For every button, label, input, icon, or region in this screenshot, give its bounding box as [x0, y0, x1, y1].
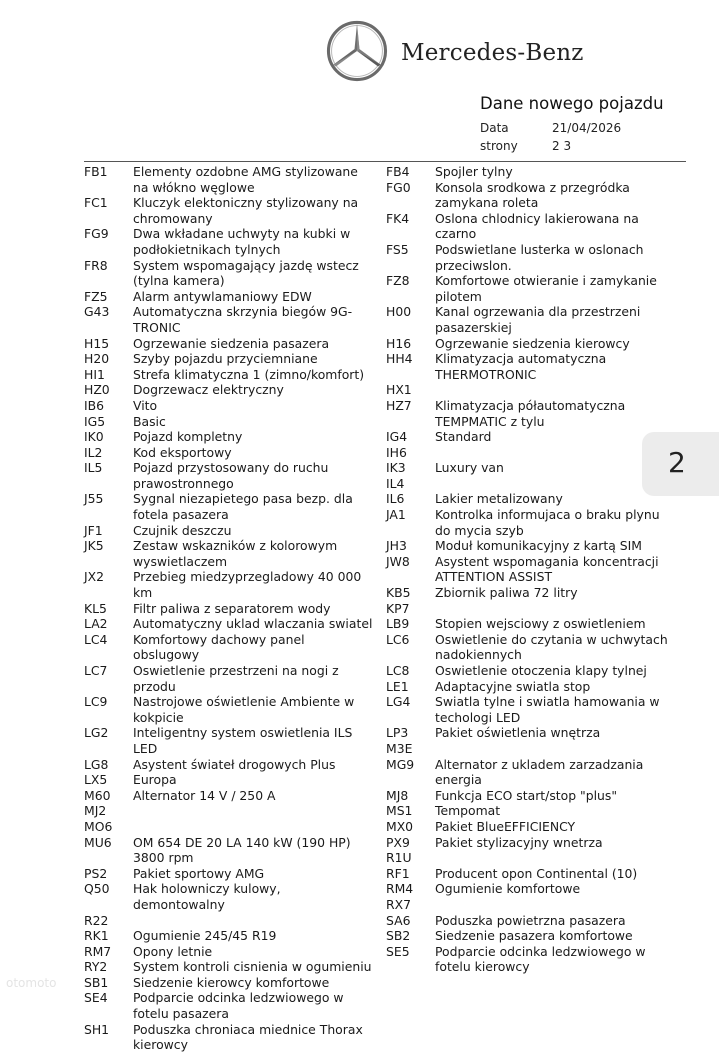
equipment-description: Konsola srodkowa z przegródka zamykana roleta	[435, 179, 630, 211]
equipment-description	[133, 803, 374, 819]
equipment-code: FB1	[84, 164, 108, 179]
equipment-description: Oslona chlodnicy lakierowana na czarno	[435, 210, 639, 242]
equipment-code: FR8	[84, 257, 108, 273]
equipment-description: Europa	[133, 772, 177, 788]
equipment-code: JA1	[386, 507, 406, 523]
equipment-row	[386, 881, 676, 897]
equipment-code: LC9	[84, 694, 108, 710]
equipment-description: Nastrojowe oświetlenie Ambiente w kokpicie	[133, 694, 355, 725]
equipment-code: RK1	[84, 928, 109, 944]
equipment-code: J55	[84, 491, 104, 507]
equipment-row	[386, 538, 676, 554]
equipment-description: Tempomat	[435, 803, 501, 819]
equipment-code: LG8	[84, 756, 109, 772]
equipment-code: FC1	[84, 195, 108, 211]
equipment-row	[386, 803, 676, 819]
equipment-description: Szyby pojazdu przyciemniane	[133, 351, 318, 367]
equipment-row	[386, 850, 676, 866]
equipment-row	[84, 460, 374, 491]
equipment-description: Basic	[133, 413, 166, 429]
equipment-description: Opony letnie	[133, 943, 213, 959]
equipment-code: HX1	[386, 382, 412, 398]
equipment-row	[84, 788, 374, 804]
equipment-row	[386, 725, 676, 741]
equipment-row	[84, 367, 374, 383]
equipment-row	[386, 835, 676, 851]
equipment-code: RY2	[84, 959, 108, 975]
equipment-code: MJ2	[84, 803, 107, 819]
equipment-description: Sygnal niezapietego pasa bezp. dla fotela pasazera	[133, 491, 353, 523]
equipment-code: HZ0	[84, 382, 110, 398]
equipment-code: IG5	[84, 413, 106, 429]
equipment-description: OM 654 DE 20 LA 140 kW (190 HP) 3800 rpm	[133, 834, 351, 866]
date-value: 21/04/2026	[552, 121, 622, 135]
equipment-code: FZ5	[84, 288, 108, 304]
equipment-code: IB6	[84, 397, 105, 413]
pages-label: strony	[480, 139, 518, 153]
equipment-description	[435, 850, 676, 866]
equipment-description: System wspomagający jazdę wstecz (tylna kamera)	[133, 257, 359, 289]
equipment-description: Komfortowe otwieranie i zamykanie pilotem	[435, 273, 657, 304]
equipment-row	[84, 772, 374, 788]
equipment-description	[435, 445, 676, 461]
equipment-description: Producent opon Continental (10)	[435, 865, 638, 881]
equipment-description: Komfortowy dachowy panel obslugowy	[133, 631, 305, 663]
equipment-description: Kanal ogrzewania dla przestrzeni pasazerskiej	[435, 304, 641, 335]
equipment-description: Kontrolka informujaca o braku plynu do mycia szyb	[435, 507, 660, 538]
equipment-row	[84, 226, 374, 257]
equipment-code: LE1	[386, 678, 409, 694]
equipment-row	[386, 507, 676, 538]
equipment-code: MG9	[386, 756, 415, 772]
equipment-code: M60	[84, 787, 111, 803]
equipment-list-right	[386, 164, 676, 975]
equipment-description: Dwa wkładane uchwyty na kubki w podłokietnikach tylnych	[133, 226, 351, 257]
equipment-description: Funkcja ECO start/stop "plus"	[435, 787, 618, 803]
equipment-row	[84, 1022, 374, 1053]
equipment-code: IL5	[84, 460, 103, 476]
equipment-code: HZ7	[386, 397, 412, 413]
equipment-code: HH4	[386, 351, 413, 367]
equipment-description: Asystent wspomagania koncentracji ATTENTION ASSIST	[435, 553, 659, 585]
equipment-code: MX0	[386, 818, 414, 834]
pages-row	[480, 139, 572, 153]
equipment-description: Alarm antywlamaniowy EDW	[133, 288, 312, 304]
equipment-row	[386, 211, 676, 242]
equipment-description: Automatyczny uklad wlaczania swiatel	[133, 616, 373, 632]
equipment-description	[133, 913, 374, 929]
equipment-row	[84, 632, 374, 663]
equipment-row	[84, 195, 374, 226]
equipment-code: IH6	[386, 444, 407, 460]
equipment-description: Zbiornik paliwa 72 litry	[435, 585, 578, 601]
equipment-row	[386, 913, 676, 929]
equipment-row	[84, 601, 374, 617]
equipment-code: LB9	[386, 616, 410, 632]
equipment-code: MO6	[84, 818, 113, 834]
equipment-row	[84, 491, 374, 522]
date-row	[480, 121, 622, 135]
equipment-description: Pakiet sportowy AMG	[133, 865, 265, 881]
equipment-description: Asystent świateł drogowych Plus	[133, 756, 336, 772]
equipment-row	[84, 382, 374, 398]
equipment-row	[386, 679, 676, 695]
equipment-code: LG4	[386, 694, 411, 710]
equipment-code: JX2	[84, 569, 105, 585]
equipment-row	[84, 803, 374, 819]
equipment-row	[386, 897, 676, 913]
equipment-description: Siedzenie pasazera komfortowe	[435, 928, 633, 944]
equipment-code: FZ8	[386, 273, 410, 289]
equipment-code: IK3	[386, 460, 406, 476]
equipment-row	[386, 788, 676, 804]
equipment-description: Moduł komunikacyjny z kartą SIM	[435, 538, 642, 554]
equipment-code: M3E	[386, 740, 413, 756]
equipment-description: Podparcie odcinka ledzwiowego w fotelu pasazera	[133, 990, 344, 1022]
equipment-description: Strefa klimatyczna 1 (zimno/komfort)	[133, 366, 365, 382]
equipment-row	[386, 382, 676, 398]
equipment-row	[84, 944, 374, 960]
equipment-row	[84, 866, 374, 882]
equipment-description: Vito	[133, 397, 158, 413]
equipment-row	[386, 585, 676, 601]
equipment-row	[386, 429, 676, 445]
equipment-row	[84, 351, 374, 367]
equipment-code: FG9	[84, 226, 109, 242]
equipment-row	[386, 554, 676, 585]
header-divider	[84, 161, 686, 162]
equipment-code: H00	[386, 304, 412, 320]
equipment-code: LC4	[84, 631, 108, 647]
equipment-description: Przebieg miedzyprzegladowy 40 000 km	[133, 569, 362, 601]
watermark: otomoto	[6, 976, 57, 990]
equipment-row	[386, 460, 676, 476]
equipment-description	[435, 897, 676, 913]
equipment-code: SB2	[386, 928, 411, 944]
equipment-code: H15	[84, 335, 110, 351]
equipment-description: Poduszka chroniaca miednice Thorax kierowcy	[133, 1021, 363, 1053]
equipment-description: Podswietlane lusterka w oslonach przeciwslon.	[435, 241, 644, 273]
equipment-code: SH1	[84, 1021, 110, 1037]
equipment-code: RX7	[386, 896, 411, 912]
equipment-description: Hak holowniczy kulowy, demontowalny	[133, 881, 281, 912]
equipment-description: Pakiet oświetlenia wnętrza	[435, 725, 601, 741]
equipment-description: Swiatla tylne i swiatla hamowania w techologi LED	[435, 694, 660, 725]
equipment-row	[84, 304, 374, 335]
equipment-description: Poduszka powietrzna pasazera	[435, 912, 626, 928]
equipment-row	[386, 819, 676, 835]
equipment-description: Ogrzewanie siedzenia pasazera	[133, 335, 330, 351]
equipment-code: RM7	[84, 943, 112, 959]
equipment-description: System kontroli cisnienia w ogumieniu	[133, 959, 372, 975]
equipment-description: Pakiet stylizacyjny wnetrza	[435, 834, 603, 850]
equipment-code: FB4	[386, 164, 410, 179]
equipment-description: Elementy ozdobne AMG stylizowane na włókno węglowe	[133, 164, 358, 195]
equipment-code: KP7	[386, 600, 410, 616]
equipment-code: PX9	[386, 834, 410, 850]
equipment-row	[84, 757, 374, 773]
equipment-code: LP3	[386, 725, 409, 741]
equipment-code: LG2	[84, 725, 109, 741]
equipment-row	[386, 336, 676, 352]
equipment-code: FS5	[386, 241, 409, 257]
equipment-description: Kod eksportowy	[133, 444, 232, 460]
equipment-code: JF1	[84, 522, 103, 538]
equipment-code: JK5	[84, 538, 104, 554]
equipment-row	[386, 616, 676, 632]
equipment-code: IL4	[386, 475, 405, 491]
page-number: 2	[668, 446, 686, 479]
equipment-code: LC8	[386, 663, 410, 678]
equipment-description: Pojazd kompletny	[133, 429, 243, 445]
equipment-row	[386, 242, 676, 273]
equipment-row	[84, 414, 374, 430]
equipment-description: Oswietlenie otoczenia klapy tylnej	[435, 663, 647, 678]
equipment-code: MU6	[84, 834, 112, 850]
equipment-description: Podparcie odcinka ledzwiowego w fotelu kierowcy	[435, 943, 646, 975]
equipment-row	[84, 975, 374, 991]
equipment-row	[386, 601, 676, 617]
equipment-row	[386, 632, 676, 663]
equipment-description	[435, 476, 676, 492]
equipment-row	[84, 258, 374, 289]
equipment-row	[84, 398, 374, 414]
equipment-row	[84, 569, 374, 600]
equipment-code: IK0	[84, 429, 104, 445]
equipment-code: SB1	[84, 974, 109, 990]
equipment-description: Automatyczna skrzynia biegów 9G-TRONIC	[133, 304, 353, 335]
equipment-row	[386, 928, 676, 944]
equipment-code: JW8	[386, 553, 410, 569]
brand-name: Mercedes-Benz	[401, 40, 584, 66]
equipment-description: Ogumienie 245/45 R19	[133, 928, 277, 944]
equipment-row	[386, 757, 676, 788]
equipment-row	[84, 725, 374, 756]
equipment-description: Ogrzewanie siedzenia kierowcy	[435, 335, 630, 351]
equipment-description: Luxury van	[435, 460, 504, 476]
equipment-row	[386, 476, 676, 492]
equipment-code: FK4	[386, 210, 410, 226]
equipment-row	[84, 336, 374, 352]
equipment-row	[84, 523, 374, 539]
equipment-description: Pakiet BlueEFFICIENCY	[435, 818, 576, 834]
equipment-code: H20	[84, 351, 110, 367]
equipment-description: Inteligentny system oswietlenia ILS LED	[133, 725, 353, 756]
equipment-code: LC7	[84, 663, 108, 678]
equipment-row	[386, 304, 676, 335]
document-title: Dane nowego pojazdu	[480, 94, 664, 113]
equipment-code: MJ8	[386, 787, 409, 803]
equipment-description: Oswietlenie przestrzeni na nogi z przodu	[133, 663, 339, 694]
equipment-row	[84, 913, 374, 929]
equipment-row	[84, 616, 374, 632]
equipment-description: Spojler tylny	[435, 164, 513, 179]
equipment-code: SE4	[84, 990, 108, 1006]
equipment-description: Adaptacyjne swiatla stop	[435, 678, 591, 694]
equipment-description: Zestaw wskazników z kolorowym wyswietlaczem	[133, 538, 338, 569]
equipment-description: Kluczyk elektoniczny stylizowany na chromowany	[133, 195, 359, 226]
equipment-code: MS1	[386, 803, 413, 819]
equipment-row	[386, 694, 676, 725]
equipment-description: Standard	[435, 429, 492, 445]
equipment-row	[386, 944, 676, 975]
equipment-code: R1U	[386, 850, 412, 866]
equipment-code: KL5	[84, 600, 107, 616]
equipment-row	[84, 835, 374, 866]
equipment-row	[386, 180, 676, 211]
equipment-row	[386, 273, 676, 304]
equipment-description	[435, 601, 676, 617]
equipment-description: Siedzenie kierowcy komfortowe	[133, 974, 330, 990]
equipment-description: Ogumienie komfortowe	[435, 881, 581, 897]
equipment-row	[84, 694, 374, 725]
equipment-description: Stopien wejsciowy z oswietleniem	[435, 616, 646, 632]
equipment-row	[84, 959, 374, 975]
equipment-code: H16	[386, 335, 412, 351]
equipment-code: SA6	[386, 912, 411, 928]
three-pointed-star-icon	[326, 20, 388, 82]
equipment-list-left	[84, 164, 374, 1053]
equipment-row	[84, 289, 374, 305]
equipment-row	[84, 819, 374, 835]
equipment-row	[84, 928, 374, 944]
equipment-row	[386, 741, 676, 757]
equipment-row	[84, 881, 374, 912]
equipment-row	[386, 398, 676, 429]
equipment-code: PS2	[84, 865, 108, 881]
equipment-row	[84, 990, 374, 1021]
equipment-description: Lakier metalizowany	[435, 491, 563, 507]
equipment-row	[84, 538, 374, 569]
equipment-code: IG4	[386, 429, 408, 445]
equipment-code: HI1	[84, 366, 105, 382]
equipment-code: SE5	[386, 943, 410, 959]
equipment-description	[435, 741, 676, 757]
equipment-code: R22	[84, 912, 109, 928]
equipment-code: LC6	[386, 631, 410, 647]
equipment-code: RF1	[386, 865, 410, 881]
equipment-row	[386, 445, 676, 461]
equipment-description: Klimatyzacja automatyczna THERMOTRONIC	[435, 351, 607, 382]
equipment-row	[386, 164, 676, 180]
equipment-description: Oswietlenie do czytania w uchwytach nadokiennych	[435, 631, 668, 663]
equipment-row	[386, 491, 676, 507]
equipment-row	[386, 866, 676, 882]
equipment-description: Alternator z ukladem zarzadzania energia	[435, 756, 644, 788]
equipment-code: LA2	[84, 616, 108, 632]
equipment-code: FG0	[386, 179, 411, 195]
equipment-row	[84, 164, 374, 195]
equipment-description: Filtr paliwa z separatorem wody	[133, 600, 331, 616]
equipment-row	[386, 663, 676, 679]
equipment-code: KB5	[386, 585, 411, 601]
equipment-description: Czujnik deszczu	[133, 522, 232, 538]
equipment-description	[133, 819, 374, 835]
pages-value: 2 3	[552, 139, 572, 153]
equipment-row	[84, 663, 374, 694]
equipment-code: G43	[84, 304, 110, 320]
equipment-row	[84, 429, 374, 445]
equipment-description	[435, 382, 676, 398]
equipment-code: RM4	[386, 881, 414, 897]
equipment-row	[386, 351, 676, 382]
date-label: Data	[480, 121, 509, 135]
equipment-description: Pojazd przystosowany do ruchu prawostronnego	[133, 460, 329, 491]
equipment-code: JH3	[386, 538, 407, 554]
equipment-code: IL6	[386, 491, 405, 507]
equipment-code: IL2	[84, 444, 103, 460]
equipment-description: Klimatyzacja półautomatyczna TEMPMATIC z tylu	[435, 397, 626, 429]
equipment-code: Q50	[84, 881, 110, 897]
equipment-row	[84, 445, 374, 461]
equipment-description: Alternator 14 V / 250 A	[133, 787, 276, 803]
equipment-description: Dogrzewacz elektryczny	[133, 382, 284, 398]
equipment-code: LX5	[84, 772, 108, 788]
